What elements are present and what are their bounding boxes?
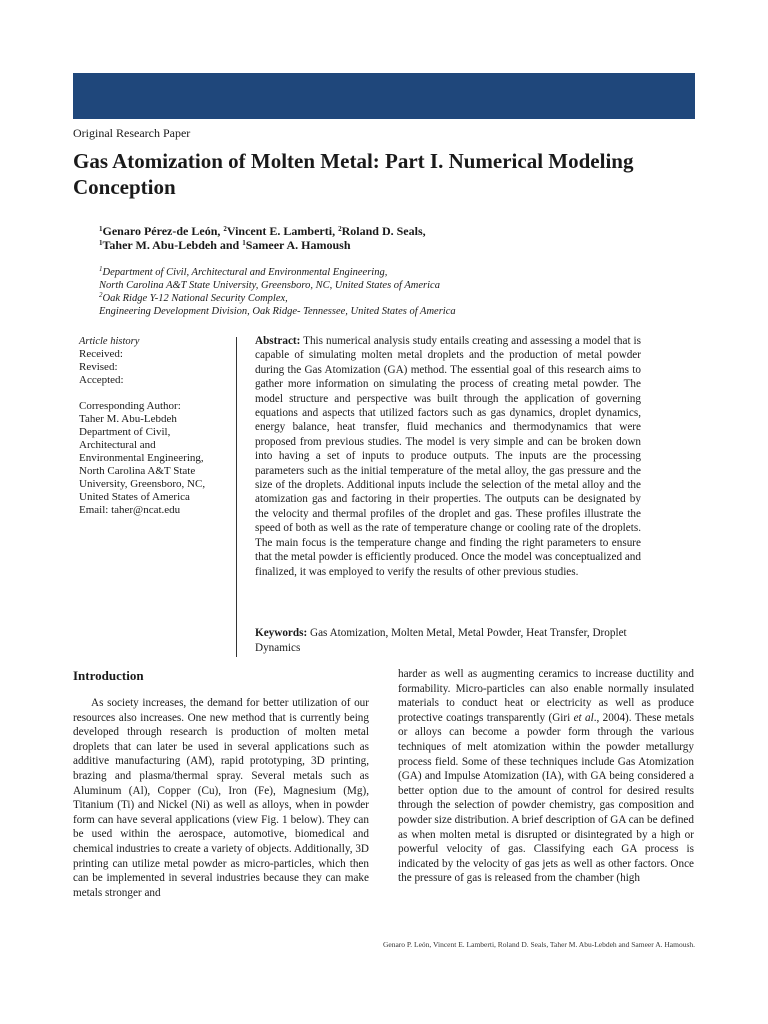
abstract-text: This numerical analysis study entails creating and assessing a model that is capable of simulating molten metal droplets and the production of metal powder during the Gas Atomization (GA) method. The essential goal of this research aims to gather more information on simulating the process of creating metal powder. The model structure and perspective was built through the application of governing equations and aspects that utilized factors such as gas dynamics, droplet dynamics, energy balance, heat transfer, fluid mechanics and thermodynamics that were proposed from previous studies. The model is very simple and can be broken down into having a set of inputs to produce outputs. The inputs are the processing parameters such as the initial temperature of the metal alloy, the gas pressure and the size of the droplets. Additional inputs include the selection of the metal alloy and the atomization gas and factoring in their properties. The outputs can be designated by the velocity and thermal profiles of the droplet and gas. These profiles illustrate the speed of both as well as the rate of temperature change or cooling rate of the droplets. The main focus is the temperature change and finding the right parameters to ensure that the metal powder is efficiently produced. Once the model was conceptualized and finalized, it was employed to verify the results of other previous studies. [255,335,641,578]
affiliation-line [99,266,699,279]
affiliation-line [99,305,699,318]
author-sup: 1 [99,239,103,247]
author-line-2 [99,238,699,252]
intro-right-text: harder as well as augmenting ceramics to increase ductility and formability. Micro-particles can also enable normally insulated materials to conduct heat or electricity as well as produce protective coatings transparently (Giri [398,668,694,724]
intro-right-text-cont: ., 2004). These metals or alloys can become a powder form through the various techniques of melt atomization within the powder metallurgy process field. Some of these techniques include Gas Atomization (GA) and Impulse Atomization (IA), with GA being considered a better option due to the amount of control for desired results through the selection of powder chemistry, gas composition and powder size distribution. A brief description of GA can be defined as when molten metal is disrupted or disintegrated by a high or powerful velocity of gas. Classifying each GA process is indicated by the velocity of gas jets as well as other factors. Once the pressure of gas is released from the chamber (high [398,711,694,885]
abstract-label: Abstract: [255,335,301,347]
corresponding-line: Architectural and [79,439,156,451]
revised-label: Revised: [79,361,118,373]
affiliation-text: Department of Civil, Architectural and Environmental Engineering, [102,267,388,278]
author-sup: 2 [223,225,227,233]
author-name: Vincent E. Lamberti, [226,224,339,238]
corresponding-line: United States of America [79,491,190,503]
introduction-heading: Introduction [73,668,144,683]
journal-banner [73,73,695,119]
keywords-paragraph [255,626,641,656]
introduction-right-column [398,667,694,886]
paper-type-label: Original Research Paper [73,126,191,140]
abstract-paragraph [255,334,641,579]
author-list [99,224,699,252]
affiliation-sup: 2 [99,291,103,299]
corresponding-author-title: Corresponding Author: [79,400,181,412]
article-info-sidebar [79,335,239,517]
affiliation-line [99,279,699,292]
author-name: Taher M. Abu-Lebdeh and [102,238,243,252]
affiliations [99,266,699,318]
keywords-text: Gas Atomization, Molten Metal, Metal Powder, Heat Transfer, Droplet Dynamics [255,627,627,654]
affiliation-sup: 1 [99,265,103,273]
author-name: Sameer A. Hamoush [245,238,351,252]
introduction-left-column: As society increases, the demand for better utilization of our resources also increases. One new method that is currently being developed through research is production of molten metal droplets that can later be used in several applications such as additive manufacturing (AM), rapid prototyping, 3D printing, brazing and plasma/thermal spray. Several metals such as Aluminum (Al), Copper (Cu), Iron (Fe), Magnesium (Mg), Titanium (Ti) and Nickel (Ni) as well as alloys, when in powder form can have several applications (view Fig. 1 below). They can be used within the aerospace, automotive, biomedical and chemical industries to create a variety of objects. Additionally, 3D printing can utilize metal powder as micro-particles, which then can be implemented in several industries because they can make metals stronger and [73,697,369,899]
author-line-1 [99,224,699,238]
author-sup: 1 [99,225,103,233]
corresponding-line: Taher M. Abu-Lebdeh [79,413,177,425]
corresponding-email: Email: taher@ncat.edu [79,504,181,516]
corresponding-line: University, Greensboro, NC, [79,478,206,490]
corresponding-line: Environmental Engineering, [79,452,204,464]
received-label: Received: [79,348,123,360]
affiliation-line [99,292,699,305]
affiliation-text: Oak Ridge Y-12 National Security Complex, [102,293,288,304]
page-footer: Genaro P. León, Vincent E. Lamberti, Roland D. Seals, Taher M. Abu-Lebdeh and Sameer A. Hamoush. [382,940,695,949]
paper-title: Gas Atomization of Molten Metal: Part I. Numerical Modeling Conception [73,149,634,199]
intro-citation-italic: et al [573,711,594,724]
keywords-label: Keywords: [255,627,308,639]
affiliation-text: Engineering Development Division, Oak Ridge- Tennessee, United States of America [99,306,456,317]
author-name: Genaro Pérez-de León, [102,224,224,238]
author-name: Roland D. Seals, [341,224,426,238]
corresponding-line: Department of Civil, [79,426,171,438]
article-history-title: Article history [79,336,140,347]
author-sup: 1 [242,239,246,247]
author-sup: 2 [338,225,342,233]
column-divider [236,337,237,657]
affiliation-text: North Carolina A&T State University, Greensboro, NC, United States of America [99,280,440,291]
sidebar-spacer [79,387,239,400]
corresponding-line: North Carolina A&T State [79,465,196,477]
accepted-label: Accepted: [79,374,124,386]
